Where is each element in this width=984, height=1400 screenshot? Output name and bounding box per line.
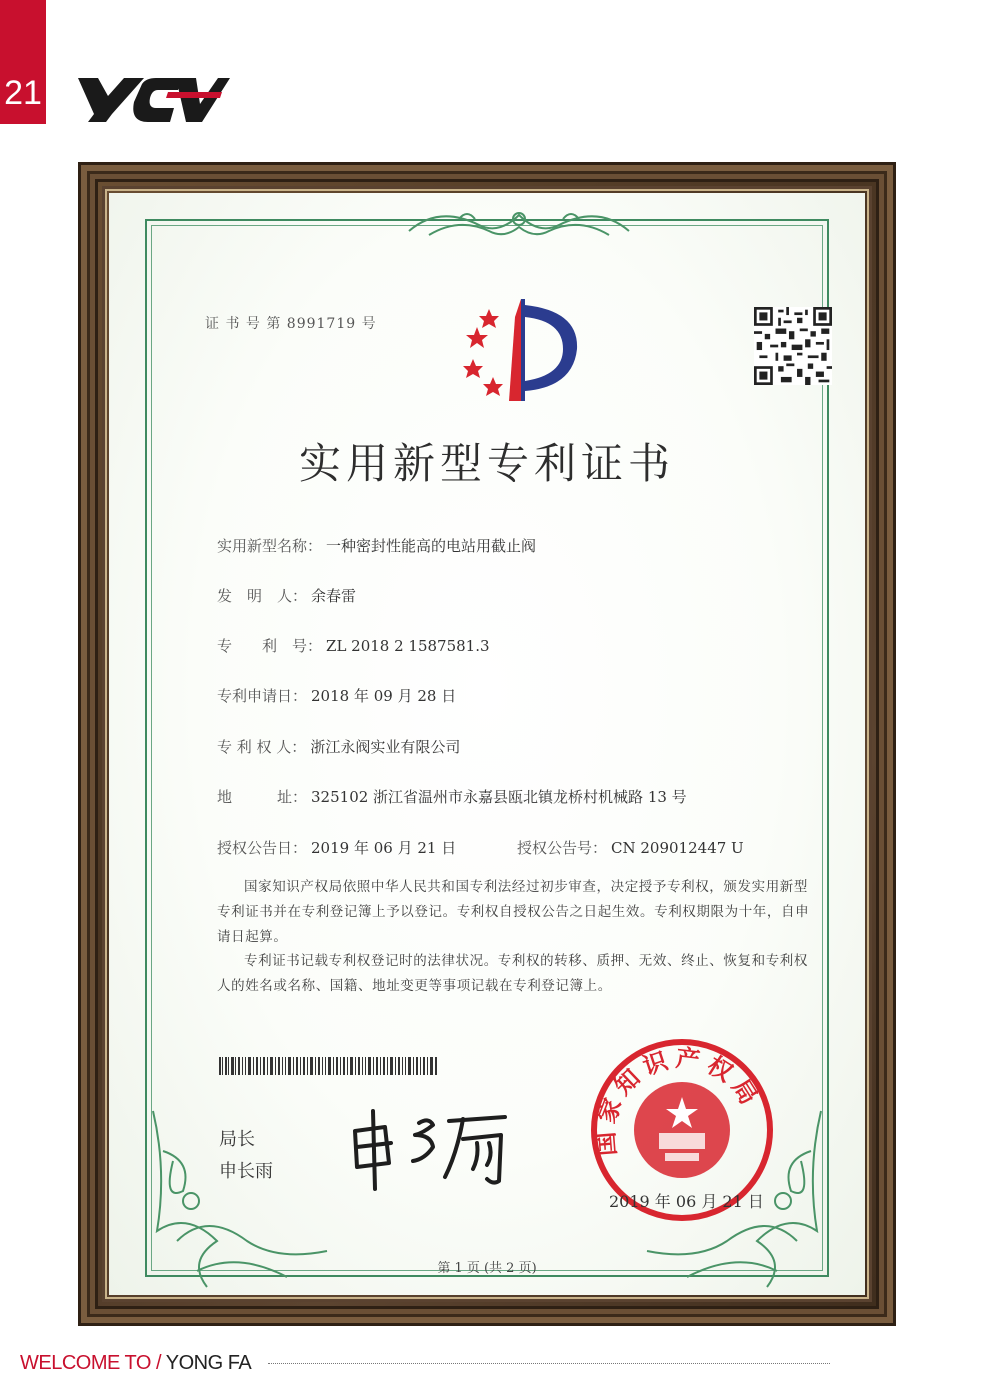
footer-welcome-text: WELCOME TO /: [20, 1352, 162, 1374]
svg-text:国家知识产权局: 国家知识产权局: [591, 1043, 767, 1157]
field-label: 授权公告号：: [517, 839, 608, 857]
field-grant-number: [517, 837, 744, 858]
field-value: 325102 浙江省温州市永嘉县瓯北镇龙桥村机械路 13 号: [311, 788, 687, 806]
field-label: 专 利 号：: [217, 637, 323, 655]
page-number: 21: [4, 74, 42, 112]
signature-icon: [345, 1093, 525, 1193]
field-patent-number: [217, 635, 490, 656]
footer-company-name: YONG FA: [161, 1352, 252, 1374]
field-value: ZL 2018 2 1587581.3: [326, 637, 490, 655]
field-value: 一种密封性能高的电站用截止阀: [326, 537, 537, 555]
field-label: 地 址：: [217, 788, 308, 806]
field-address: [217, 786, 687, 807]
qr-code-icon: [754, 307, 832, 385]
field-value: 浙江永阀实业有限公司: [310, 738, 461, 756]
director-title: 局长: [219, 1129, 255, 1150]
field-inventor: [217, 585, 356, 606]
patent-certificate: [109, 193, 865, 1295]
field-value: 余春雷: [311, 587, 357, 605]
footer-welcome: [20, 1352, 251, 1375]
picture-frame: [78, 162, 896, 1326]
director-name: 申长雨: [219, 1161, 273, 1182]
field-label: 专利申请日：: [217, 687, 308, 705]
page-number-tab: [0, 0, 46, 124]
certificate-number: 证 书 号 第 8991719 号: [205, 316, 377, 332]
barcode-icon: [219, 1057, 437, 1075]
company-logo: [72, 74, 230, 126]
field-grant-date: [217, 837, 456, 858]
field-utility-model-name: [217, 535, 536, 556]
footer-divider: [268, 1363, 830, 1364]
patent-emblem-icon: [459, 297, 589, 403]
paragraph-legal-status: 专利证书记载专利权登记时的法律状况。专利权的转移、质押、无效、终止、恢复和专利权人的姓名或名称、国籍、地址变更等事项记载在专利登记簿上。: [217, 953, 808, 994]
top-ornament-icon: [399, 201, 639, 247]
field-label: 发 明 人：: [217, 587, 308, 605]
field-label: 授权公告日：: [217, 839, 308, 857]
paragraph-grant-statement: 国家知识产权局依照中华人民共和国专利法经过初步审查，决定授予专利权，颁发实用新型专利证书并在专利登记簿上予以登记。专利权自授权公告之日起生效。专利权期限为十年，自申请日起算。: [217, 879, 810, 945]
seal-date: 2019 年 06 月 21 日: [609, 1192, 764, 1211]
field-label: 专 利 权 人：: [217, 738, 307, 756]
field-application-date: [217, 685, 456, 706]
page-count: 第 1 页 (共 2 页): [437, 1261, 537, 1276]
certificate-title: 实用新型专利证书: [298, 439, 675, 488]
field-value: 2019 年 06 月 21 日: [311, 839, 457, 857]
field-value: 2018 年 09 月 28 日: [311, 687, 457, 705]
field-patentee: [217, 736, 460, 757]
field-label: 实用新型名称：: [217, 537, 323, 555]
field-value: CN 209012447 U: [611, 839, 744, 857]
